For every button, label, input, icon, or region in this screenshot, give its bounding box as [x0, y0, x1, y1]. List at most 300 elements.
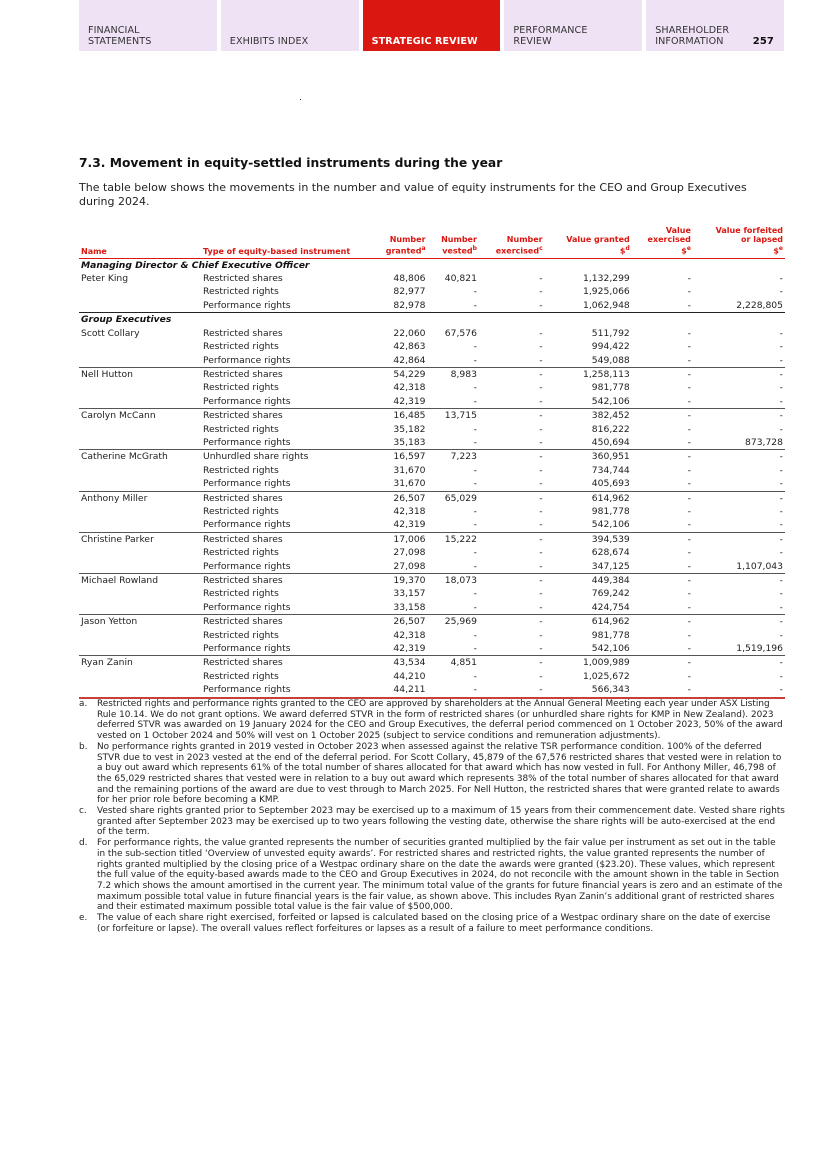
cell-value-forfeited: - [779, 505, 783, 517]
cell-value-granted: 1,062,948 [583, 299, 630, 311]
tab-performance-review[interactable] [504, 0, 642, 51]
cell-value-exercised: - [687, 395, 691, 407]
cell-exercised: - [539, 519, 543, 531]
cell-value-forfeited: - [779, 382, 783, 394]
executive-name [79, 354, 201, 368]
footnote-marker: d. [79, 838, 88, 849]
tab-label-line2: REVIEW [513, 36, 552, 47]
cell-value-exercised: - [687, 601, 691, 613]
cell-value-exercised: - [687, 478, 691, 490]
cell-value-forfeited: - [693, 656, 785, 670]
cell-value-forfeited: - [693, 367, 785, 381]
cell-vested: - [473, 560, 477, 572]
tab-label-line1: SHAREHOLDER [655, 25, 730, 36]
cell-value-exercised: - [687, 643, 691, 655]
cell-granted: 33,157 [393, 588, 426, 600]
table-row [79, 505, 785, 518]
tab-exhibits-index[interactable] [221, 0, 359, 51]
cell-value-forfeited: - [779, 601, 783, 613]
cell-exercised: - [539, 299, 543, 311]
table-row [79, 560, 785, 574]
cell-value-forfeited: - [693, 450, 785, 464]
executive-name: Ryan Zanin [79, 656, 201, 670]
instrument-type: Performance rights [203, 436, 291, 448]
instrument-type: Restricted shares [203, 273, 283, 285]
executive-name [79, 546, 201, 559]
cell-vested: - [473, 395, 477, 407]
footnote-text: Vested share rights granted prior to September 2023 may be exercised up to a maximum of 15 years from their commencement date. Vested share rights granted after September 2023 may be exercised up to two years following the vesting date, otherwise the share rights will be auto-exercised at the end of the term. [97, 806, 785, 838]
table-row [79, 436, 785, 450]
tab-shareholder-information[interactable] [646, 0, 784, 51]
cell-value-granted: 614,962 [545, 615, 632, 629]
tab-strategic-review[interactable] [363, 0, 501, 51]
executive-name: Catherine McGrath [79, 450, 201, 464]
cell-vested: - [473, 286, 477, 298]
instrument-type: Restricted rights [203, 382, 279, 394]
cell-value-forfeited: - [693, 615, 785, 629]
header-value-granted: Value granted \$$^d$ [545, 226, 632, 258]
cell-granted: 27,098 [393, 547, 426, 559]
header-exercised: Number exercised$^c$ [479, 226, 545, 258]
cell-vested: - [428, 683, 479, 697]
cell-value-forfeited: - [779, 588, 783, 600]
cell-granted: 82,978 [393, 299, 426, 311]
cell-value-forfeited: 1,107,043 [736, 560, 783, 572]
cell-granted: 22,060 [393, 327, 426, 339]
cell-vested: - [473, 505, 477, 517]
tab-financial-statements[interactable] [79, 0, 217, 51]
section-intro: The table below shows the movements in the number and value of equity instruments for the CEO and Group Executives during 2024. [79, 181, 747, 208]
cell-value-granted: 449,384 [545, 574, 632, 588]
footnote-marker: c. [79, 806, 87, 817]
cell-value-granted: 981,778 [591, 505, 630, 517]
cell-value-forfeited: - [693, 409, 785, 423]
cell-vested: - [473, 423, 477, 435]
stray-mark [300, 99, 301, 100]
cell-value-granted: 360,951 [545, 450, 632, 464]
cell-granted: 82,977 [393, 286, 426, 298]
table-row [79, 670, 785, 683]
executive-name [79, 381, 201, 394]
instrument-type: Performance rights [203, 299, 291, 311]
table-row [79, 532, 785, 546]
cell-value-granted: 981,778 [591, 382, 630, 394]
cell-exercised: - [479, 615, 545, 629]
executive-name [79, 285, 201, 298]
equity-movement-table [79, 226, 785, 699]
cell-value-granted: 769,242 [591, 588, 630, 600]
instrument-type: Performance rights [203, 601, 291, 613]
cell-exercised: - [479, 574, 545, 588]
executive-name: Michael Rowland [79, 574, 201, 588]
instrument-type: Restricted shares [203, 327, 283, 339]
instrument-type: Performance rights [201, 683, 371, 697]
cell-vested: 67,576 [444, 327, 477, 339]
footnotes [79, 699, 785, 934]
cell-exercised: - [539, 395, 543, 407]
cell-value-exercised: - [687, 327, 691, 339]
table-header-row [79, 226, 785, 258]
cell-granted: 42,318 [393, 629, 426, 641]
page-number: 257 [752, 36, 774, 47]
cell-value-granted: 542,106 [591, 519, 630, 531]
footnote-text: For performance rights, the value granted represents the number of securities granted multiplied by the fair value per instrument as set out in the table in the sub-section titled ‘Overview of unvested equity awards’. For restricted shares and restricted rights, the value granted represents the number of rights granted multiplied by the closing price of a Westpac ordinary share on the date the awards were granted ($23.20). These values, which represent the full value of the equity-based awards made to the CEO and Group Executives in 2024, do not reconcile with the amount shown in the table in Section 7.2 which shows the amount amortised in the current year. The minimum total value of the grants for future financial years is zero and an estimate of the maximum possible total value in future financial years is the fair value, as shown above. This includes Ryan Zanin’s additional grant of restricted shares and their estimated maximum possible total value is the fair value of $500,000. [97, 838, 783, 913]
cell-value-exercised: - [632, 491, 693, 505]
cell-exercised: - [539, 601, 543, 613]
cell-value-forfeited: - [779, 464, 783, 476]
instrument-type: Restricted rights [203, 286, 279, 298]
cell-value-exercised: - [687, 519, 691, 531]
cell-value-exercised: - [687, 423, 691, 435]
table-row [79, 464, 785, 477]
table-row [79, 367, 785, 381]
header-type: Type of equity-based instrument [201, 226, 371, 258]
cell-exercised: - [539, 382, 543, 394]
instrument-type: Performance rights [203, 354, 291, 366]
cell-exercised: - [539, 629, 543, 641]
cell-vested: 40,821 [444, 273, 477, 285]
cell-value-forfeited: - [779, 395, 783, 407]
cell-value-exercised: - [687, 588, 691, 600]
cell-vested: 18,073 [428, 574, 479, 588]
cell-value-forfeited: - [779, 423, 783, 435]
cell-value-exercised: - [632, 450, 693, 464]
cell-exercised: - [479, 367, 545, 381]
cell-value-exercised: - [632, 367, 693, 381]
table-row [79, 477, 785, 491]
executive-name [79, 395, 201, 409]
table-row [79, 546, 785, 559]
cell-value-granted: 549,088 [591, 354, 630, 366]
footnote [79, 806, 785, 838]
executive-name [79, 587, 201, 600]
instrument-type: Restricted rights [203, 464, 279, 476]
instrument-type: Restricted shares [201, 532, 371, 546]
cell-value-granted: 382,452 [545, 409, 632, 423]
cell-granted: 19,370 [371, 574, 428, 588]
cell-value-exercised: - [632, 656, 693, 670]
instrument-type: Restricted shares [201, 409, 371, 423]
footnote-text: The value of each share right exercised, forfeited or lapsed is calculated based on the closing price of a Westpac ordinary share on the date of exercise (or forfeiture or lapse). The overall values reflect forfeitures or lapses as a result of a failure to meet performance conditions. [97, 913, 771, 934]
cell-value-exercised: - [687, 341, 691, 353]
cell-value-forfeited: - [693, 491, 785, 505]
cell-vested: - [473, 629, 477, 641]
footnote [79, 699, 785, 742]
cell-value-forfeited: - [693, 683, 785, 697]
cell-exercised: - [539, 436, 543, 448]
cell-granted: 16,597 [371, 450, 428, 464]
cell-vested: 4,851 [428, 656, 479, 670]
cell-value-forfeited: - [779, 286, 783, 298]
cell-value-granted: 994,422 [591, 341, 630, 353]
cell-value-forfeited: - [779, 547, 783, 559]
cell-value-exercised: - [687, 464, 691, 476]
cell-value-forfeited: - [779, 629, 783, 641]
cell-value-exercised: - [687, 505, 691, 517]
cell-value-exercised: - [687, 670, 691, 682]
footnote-marker: a. [79, 699, 88, 709]
cell-exercised: - [479, 450, 545, 464]
cell-vested: - [473, 341, 477, 353]
cell-value-granted: 1,258,113 [545, 367, 632, 381]
cell-vested: - [473, 354, 477, 366]
cell-value-forfeited: - [779, 670, 783, 682]
instrument-type: Restricted rights [203, 670, 279, 682]
table-row [79, 423, 785, 436]
cell-granted: 17,006 [371, 532, 428, 546]
cell-vested: - [473, 643, 477, 655]
cell-value-exercised: - [687, 273, 691, 285]
cell-granted: 42,319 [393, 395, 426, 407]
cell-exercised: - [539, 327, 543, 339]
executive-name [79, 670, 201, 683]
cell-granted: 43,534 [371, 656, 428, 670]
cell-granted: 33,158 [393, 601, 426, 613]
footnote [79, 913, 785, 934]
cell-value-granted: 816,222 [591, 423, 630, 435]
tab-label-line2: INFORMATION [655, 36, 724, 47]
cell-granted: 35,183 [393, 436, 426, 448]
cell-value-exercised: - [687, 286, 691, 298]
table-row [79, 587, 785, 600]
instrument-type: Restricted rights [203, 423, 279, 435]
cell-granted: 42,863 [393, 341, 426, 353]
cell-exercised: - [539, 464, 543, 476]
table-row [79, 354, 785, 368]
cell-granted: 35,182 [393, 423, 426, 435]
cell-vested: - [473, 588, 477, 600]
header-granted: Number granted$^a$ [371, 226, 428, 258]
cell-granted: 31,670 [393, 464, 426, 476]
cell-vested: - [473, 299, 477, 311]
cell-value-forfeited: - [779, 519, 783, 531]
tab-label-line1: PERFORMANCE [513, 25, 588, 36]
table-row [79, 656, 785, 670]
table-row [79, 518, 785, 532]
cell-exercised: - [479, 532, 545, 546]
executive-name: Peter King [81, 273, 129, 285]
cell-value-exercised: - [632, 409, 693, 423]
cell-granted: 27,098 [393, 560, 426, 572]
executive-name: Nell Hutton [79, 367, 201, 381]
instrument-type: Restricted rights [203, 341, 279, 353]
cell-value-granted: 511,792 [591, 327, 630, 339]
footnote [79, 838, 785, 913]
executive-name [79, 340, 201, 353]
table-row [79, 381, 785, 394]
table-row [79, 574, 785, 588]
header-value-exercised: Value exercised \$$^e$ [632, 226, 693, 258]
instrument-type: Performance rights [203, 643, 291, 655]
tab-label: EXHIBITS INDEX [229, 36, 309, 47]
section-heading: Group Executives [79, 313, 785, 327]
cell-granted: 31,670 [393, 478, 426, 490]
cell-value-granted: 450,694 [591, 436, 630, 448]
tab-label-line1: FINANCIAL [88, 25, 140, 36]
executive-name: Christine Parker [79, 532, 201, 546]
footnote-marker: b. [79, 741, 88, 752]
cell-granted: 42,319 [393, 643, 426, 655]
cell-value-forfeited: - [779, 341, 783, 353]
cell-granted: 54,229 [371, 367, 428, 381]
cell-exercised: - [539, 286, 543, 298]
section-heading-row [79, 258, 785, 272]
table-row [79, 450, 785, 464]
cell-value-granted: 614,962 [545, 491, 632, 505]
cell-value-exercised: - [632, 615, 693, 629]
cell-value-exercised: - [687, 354, 691, 366]
cell-value-exercised: - [687, 436, 691, 448]
table-row [79, 642, 785, 656]
cell-granted: 26,507 [371, 615, 428, 629]
cell-value-exercised: - [632, 683, 693, 697]
executive-name: Jason Yetton [79, 615, 201, 629]
cell-vested: 8,983 [428, 367, 479, 381]
executive-name [79, 629, 201, 642]
cell-value-granted: 1,925,066 [583, 286, 630, 298]
cell-value-granted: 542,106 [591, 643, 630, 655]
table-row [79, 409, 785, 423]
table-row [79, 629, 785, 642]
cell-exercised: - [539, 560, 543, 572]
tab-label-line2: STATEMENTS [88, 36, 152, 47]
cell-granted: 44,211 [371, 683, 428, 697]
instrument-type: Performance rights [203, 560, 291, 572]
table-row [79, 299, 785, 313]
section-title: 7.3. Movement in equity-settled instruments during the year [79, 156, 503, 170]
instrument-type: Restricted rights [203, 629, 279, 641]
executive-name: Scott Collary [81, 327, 140, 339]
table-row [79, 395, 785, 409]
cell-value-granted: 347,125 [591, 560, 630, 572]
cell-value-granted: 734,744 [591, 464, 630, 476]
cell-vested: - [473, 464, 477, 476]
cell-vested: - [473, 670, 477, 682]
cell-exercised: - [539, 547, 543, 559]
cell-exercised: - [479, 491, 545, 505]
cell-vested: - [473, 601, 477, 613]
cell-vested: - [473, 519, 477, 531]
table-row [79, 272, 785, 285]
section-nav [79, 0, 784, 51]
executive-name [79, 560, 201, 574]
executive-name: Anthony Miller [79, 491, 201, 505]
cell-exercised: - [479, 656, 545, 670]
executive-name [79, 436, 201, 450]
header-value-forfeited: Value forfeited or lapsed \$$^e$ [693, 226, 785, 258]
cell-granted: 42,864 [393, 354, 426, 366]
cell-vested: - [473, 547, 477, 559]
cell-value-granted: 981,778 [591, 629, 630, 641]
cell-granted: 42,318 [393, 505, 426, 517]
cell-granted: 42,318 [393, 382, 426, 394]
cell-vested: 65,029 [428, 491, 479, 505]
instrument-type: Restricted shares [201, 367, 371, 381]
instrument-type: Restricted shares [201, 491, 371, 505]
footnote-marker: e. [79, 913, 88, 924]
cell-value-granted: 628,674 [591, 547, 630, 559]
executive-name [79, 464, 201, 477]
cell-vested: - [473, 382, 477, 394]
cell-exercised: - [539, 341, 543, 353]
cell-value-forfeited: 2,228,805 [736, 299, 783, 311]
cell-exercised: - [479, 409, 545, 423]
cell-value-forfeited: - [779, 327, 783, 339]
cell-value-granted: 1,025,672 [583, 670, 630, 682]
header-name: Name [79, 226, 201, 258]
cell-value-granted: 1,009,989 [545, 656, 632, 670]
cell-exercised: - [539, 670, 543, 682]
cell-value-exercised: - [687, 629, 691, 641]
table-row [79, 491, 785, 505]
executive-name [79, 299, 201, 313]
cell-value-forfeited: - [693, 574, 785, 588]
cell-value-forfeited: - [779, 354, 783, 366]
executive-name [79, 601, 201, 615]
cell-value-granted: 566,343 [545, 683, 632, 697]
cell-value-forfeited: - [779, 273, 783, 285]
section-heading: Managing Director & Chief Executive Officer [81, 259, 310, 271]
cell-exercised: - [539, 588, 543, 600]
cell-vested: 13,715 [428, 409, 479, 423]
cell-value-exercised: - [687, 560, 691, 572]
cell-exercised: - [539, 423, 543, 435]
cell-vested: 7,223 [428, 450, 479, 464]
executive-name [79, 423, 201, 436]
cell-value-exercised: - [687, 382, 691, 394]
instrument-type: Restricted shares [201, 615, 371, 629]
instrument-type: Performance rights [203, 519, 291, 531]
table-row [79, 340, 785, 353]
cell-exercised: - [539, 505, 543, 517]
cell-value-forfeited: 1,519,196 [736, 643, 783, 655]
executive-name [79, 642, 201, 656]
cell-granted: 16,485 [371, 409, 428, 423]
cell-exercised: - [539, 643, 543, 655]
cell-granted: 42,319 [393, 519, 426, 531]
cell-value-exercised: - [632, 532, 693, 546]
cell-vested: - [473, 436, 477, 448]
cell-exercised: - [479, 683, 545, 697]
cell-value-exercised: - [687, 547, 691, 559]
cell-exercised: - [539, 273, 543, 285]
cell-exercised: - [539, 478, 543, 490]
executive-name [79, 505, 201, 518]
cell-vested: - [473, 478, 477, 490]
footnote [79, 742, 785, 806]
instrument-type: Restricted rights [203, 547, 279, 559]
tab-label: STRATEGIC REVIEW [371, 36, 478, 47]
cell-value-granted: 405,693 [591, 478, 630, 490]
cell-value-exercised: - [632, 574, 693, 588]
cell-value-granted: 542,106 [591, 395, 630, 407]
cell-vested: 15,222 [428, 532, 479, 546]
cell-granted: 48,806 [393, 273, 426, 285]
cell-value-granted: 1,132,299 [583, 273, 630, 285]
table-row [79, 601, 785, 615]
instrument-type: Restricted rights [203, 505, 279, 517]
section-heading-row [79, 313, 785, 327]
instrument-type: Restricted rights [203, 588, 279, 600]
cell-granted: 44,210 [393, 670, 426, 682]
instrument-type: Restricted shares [201, 656, 371, 670]
footnote-text: No performance rights granted in 2019 vested in October 2023 when assessed against the relative TSR performance condition. 100% of the deferred STVR due to vest in 2023 vested at the end of the deferral period. For Scott Collary, 45,879 of the 67,576 restricted shares that vested were in relation to a buy out award which represents 61% of the total number of shares allocated for that award which has now vested in full. For Anthony Miller, 46,798 of the 65,029 restricted shares that vested were in relation to a buy out award which represents 38% of the total number of shares allocated for that award and the remaining portions of the award are due to vest through to March 2025. For Nell Hutton, the restricted shares that were granted relate to awards for her prior role before becoming a KMP. [97, 741, 782, 806]
executive-name [79, 518, 201, 532]
cell-vested: 25,969 [428, 615, 479, 629]
executive-name: Carolyn McCann [79, 409, 201, 423]
table-row [79, 285, 785, 298]
footnote-text: Restricted rights and performance rights granted to the CEO are approved by shareholders at the Annual General Meeting each year under ASX Listing Rule 10.14. We do not grant options. We award deferred STVR in the form of restricted shares (or unhurdled share rights for KMP in New Zealand). 2023 deferred STVR was awarded on 19 January 2024 for the CEO and Group Executives, the deferral period commenced on 1 October 2023, 50% of the award vested on 1 October 2024 and 50% will vest on 1 October 2025 (subject to service conditions and remuneration adjustments). [97, 699, 783, 742]
